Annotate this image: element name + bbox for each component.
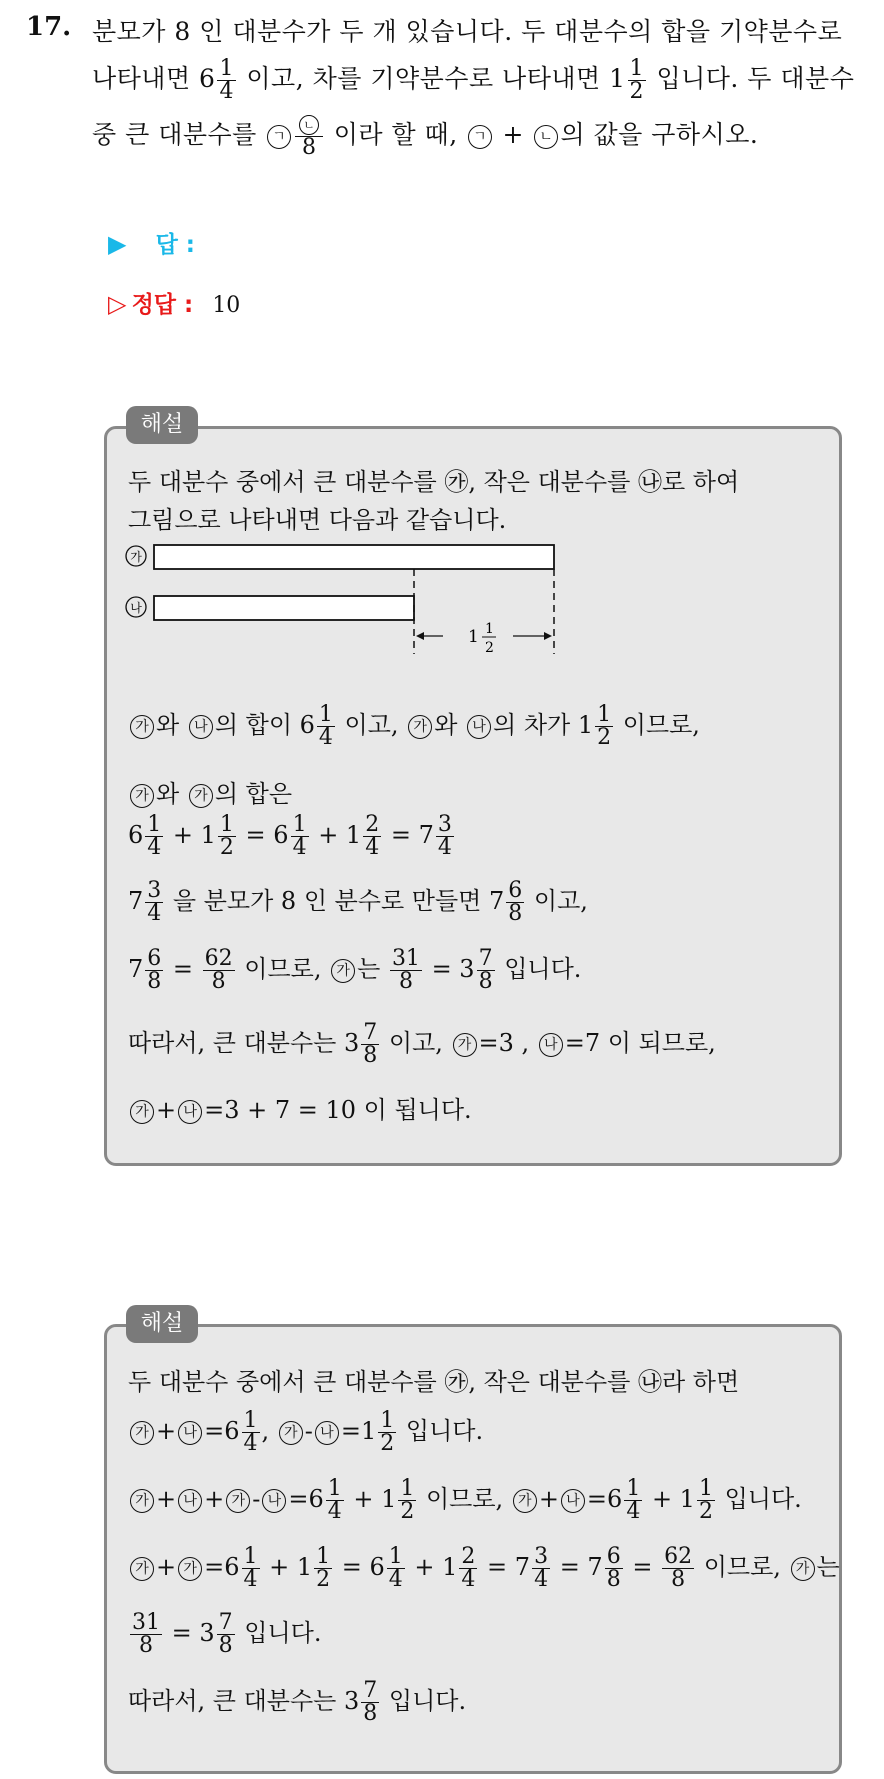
t: =3 , [478, 1029, 537, 1057]
bar-a [154, 545, 554, 569]
t: 의 합은 [214, 780, 293, 808]
sol2-line-1: 두 대분수 중에서 큰 대분수를 ㉮, 작은 대분수를 ㉯라 하면 [128, 1368, 740, 1396]
circled-ga: 가 [453, 1033, 477, 1057]
q3b: 이라 할 때, [325, 120, 467, 149]
outline-arrow-icon: ▷ [108, 290, 127, 318]
circled-ga: 가 [130, 1421, 154, 1445]
sol1-line-4 [128, 774, 292, 809]
circled-b-symbol: ㄴ [534, 125, 558, 149]
question-number: 17. [26, 12, 72, 42]
t: 이고, [526, 887, 588, 915]
answer-prompt [108, 226, 195, 259]
q3d: 의 값을 구하시오. [560, 120, 759, 149]
circled-na: 나 [539, 1033, 563, 1057]
sol1-line-5: 6 $\frac{1}{4}$ + 1 $\frac{1}{2}$ = 6 $\frac{1}{4}$ + 1 $\frac{2}{4}$ = 7 $\frac{3}{4}$ [128, 812, 452, 860]
sol2-line-3: 가 + 나 + 가 - 나 =6 $\frac{1}{4}$ + 1 $\frac{1}{2}$ 이므로, 가 + 나 =6 $\frac{1}{4}$ + 1 $\frac{1}{2}$ 입니다. [128, 1478, 802, 1523]
diff-label-den: 2 [485, 640, 494, 656]
sol1-line-3: 가 와 나 의 합이 6 $\frac{1}{4}$ 이고, 가 와 나 의 차가 1 $\frac{1}{2}$ 이므로, [128, 704, 700, 749]
circled-ga: 가 [130, 715, 154, 739]
t: 따라서, 큰 대분수는 3 [128, 1687, 360, 1715]
t: 입니다. [236, 1619, 322, 1647]
correct-label: 정답 : [131, 292, 194, 318]
t: 입니다. [496, 955, 582, 983]
circled-ga: 가 [791, 1557, 815, 1581]
circled-ga: 가 [130, 1557, 154, 1581]
t: 입니다. [381, 1687, 467, 1715]
t: 의 차가 1 [493, 711, 594, 739]
q2a: 나타내면 6 [92, 64, 216, 93]
fraction: $\frac{\text{ㄴ}}{8}$ [295, 114, 323, 159]
t: 이고, [336, 711, 407, 739]
solution-tag-1: 해설 [126, 406, 198, 444]
sol1-line-9: 가 + 나 =3 + 7 = 10 이 됩니다. [128, 1090, 472, 1125]
t: 이므로, [418, 1485, 511, 1513]
sol2-line-5: $\frac{31}{8}$ = 3 $\frac{7}{8}$ 입니다. [132, 1610, 322, 1658]
circled-na: 나 [178, 1421, 202, 1445]
circled-ga: 가 [331, 959, 355, 983]
sol2-line-6: 따라서, 큰 대분수는 3 $\frac{7}{8}$ 입니다. [128, 1678, 467, 1726]
circled-na: 나 [467, 715, 491, 739]
t: 이고, [381, 1029, 451, 1057]
correct-value: 10 [212, 293, 241, 318]
fraction: $\frac{1}{4}$ [219, 56, 234, 104]
t: = 7 [390, 821, 434, 849]
q2b: 이고, 차를 기약분수로 나타내면 1 [237, 64, 626, 93]
circled-a-symbol: ㄱ [468, 125, 492, 149]
t: 을 분모가 8 인 분수로 만들면 7 [172, 887, 505, 915]
circled-na: 나 [561, 1489, 585, 1513]
q3c: + [494, 120, 533, 149]
circled-na: 나 [178, 1489, 202, 1513]
sol1-line-6: 7 $\frac{3}{4}$ 을 분모가 8 인 분수로 만들면 7 $\frac{6}{8}$ 이고, [128, 878, 588, 926]
circled-b-symbol: ㄴ [299, 115, 319, 135]
t: 입니다. [398, 1417, 484, 1445]
circled-na: 나 [315, 1421, 339, 1445]
circled-na: 나 [189, 715, 213, 739]
correct-answer [108, 286, 240, 319]
t: 와 [156, 780, 187, 808]
t: 와 [156, 711, 187, 739]
bar-b [154, 596, 414, 620]
circled-ga: 가 [178, 1557, 202, 1581]
t: 와 [434, 711, 466, 739]
t: 의 합이 6 [214, 711, 315, 739]
bar-b-label: 나 [130, 601, 142, 615]
play-arrow-icon: ▶ [108, 230, 127, 258]
t: 이므로, [236, 955, 330, 983]
sol1-line-2: 그림으로 나타내면 다음과 같습니다. [128, 506, 507, 534]
q2c: 입니다. 두 대분수 [648, 64, 855, 93]
sol1-line-7: 7 $\frac{6}{8}$ = $\frac{62}{8}$ 이므로, 가 는 $\frac{31}{8}$ = 3 $\frac{7}{8}$ 입니다. [128, 946, 582, 994]
circled-na: 나 [262, 1489, 286, 1513]
answer-label: 답 : [155, 232, 195, 258]
circled-a-symbol: ㄱ [267, 125, 291, 149]
t: 는 [357, 955, 388, 983]
sol2-line-4: 가 + 가 =6 $\frac{1}{4}$ + 1 $\frac{1}{2}$ = 6 $\frac{1}{4}$ + 1 $\frac{2}{4}$ = 7 $\frac{3}{4}$ = 7 $\frac{6}{8}$ = $\frac{62}{8}$ 이므로, 가 는 [128, 1546, 840, 1591]
t: 입니다. [716, 1485, 802, 1513]
circled-ga: 가 [279, 1421, 303, 1445]
circled-ga: 가 [130, 784, 154, 808]
solution-tag-2: 해설 [126, 1305, 198, 1343]
sol1-line-1: 두 대분수 중에서 큰 대분수를 ㉮, 작은 대분수를 ㉯로 하여 [128, 468, 740, 496]
sol1-line-8: 따라서, 큰 대분수는 3 $\frac{7}{8}$ 이고, 가 =3 , 나 =7 이 되므로, [128, 1020, 716, 1068]
circled-ga: 가 [513, 1489, 537, 1513]
t: =3 + 7 = 10 이 됩니다. [204, 1096, 472, 1124]
t: 이므로, [696, 1553, 789, 1581]
t: 이므로, [615, 711, 700, 739]
circled-ga: 가 [226, 1489, 250, 1513]
diff-label-whole: 1 [468, 627, 479, 647]
circled-ga: 가 [130, 1100, 154, 1124]
t: =7 이 되므로, [564, 1029, 716, 1057]
question-line-3 [92, 114, 758, 159]
circled-na: 나 [178, 1100, 202, 1124]
sol2-line-2: 가 + 나 =6 $\frac{1}{4}$ , 가 - 나 =1 $\frac{1}{2}$ 입니다. [128, 1410, 483, 1455]
q3a: 중 큰 대분수를 [92, 120, 266, 149]
t: 는 [816, 1553, 840, 1581]
fraction: $\frac{1}{2}$ [629, 56, 644, 104]
circled-ga: 가 [189, 784, 213, 808]
question-line-2 [92, 58, 854, 103]
circled-ga: 가 [408, 715, 432, 739]
question-line-1: 분모가 8 인 대분수가 두 개 있습니다. 두 대분수의 합을 기약분수로 [92, 17, 843, 46]
bar-a-label: 가 [130, 550, 142, 564]
circled-ga: 가 [130, 1489, 154, 1513]
bar-diagram [118, 536, 578, 666]
diff-label-num: 1 [485, 621, 494, 637]
t: 따라서, 큰 대분수는 3 [128, 1029, 360, 1057]
